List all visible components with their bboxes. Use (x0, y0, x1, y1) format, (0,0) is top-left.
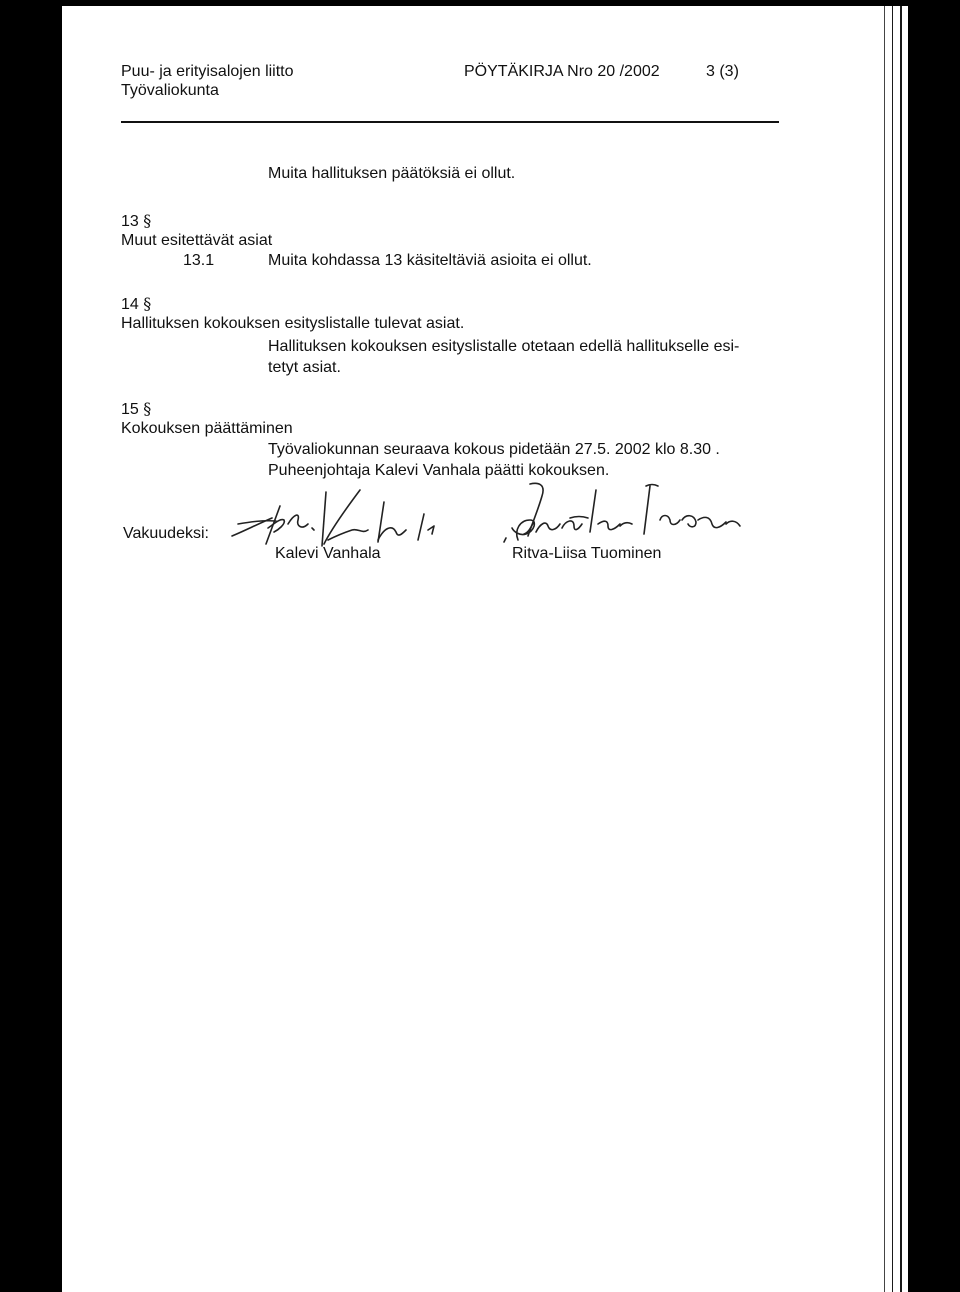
signature-ritva-liisa-tuominen (500, 480, 750, 544)
section-13-title: Muut esitettävät asiat (121, 232, 273, 249)
section-15-text-line1: Työvaliokunnan seuraava kokous pidetään 27.5. 2002 klo 8.30 . (268, 441, 720, 458)
section-15-number: 15 (121, 401, 139, 418)
section-15-heading (121, 399, 151, 419)
section-symbol-icon: § (143, 294, 152, 313)
header-divider (121, 121, 779, 123)
section-14-text-line2: tetyt asiat. (268, 359, 341, 376)
section-symbol-icon: § (143, 211, 152, 230)
scan-border-left (0, 0, 62, 1292)
signature-label: Vakuudeksi: (123, 525, 209, 542)
document-title: PÖYTÄKIRJA Nro 20 /2002 (464, 63, 660, 80)
section-14-number: 14 (121, 296, 139, 313)
section-13-heading (121, 211, 151, 231)
section-symbol-icon: § (143, 399, 152, 418)
section-13-number: 13 (121, 213, 139, 230)
document-page (62, 6, 908, 1292)
section-13-item-text: Muita kohdassa 13 käsiteltäviä asioita ei ollut. (268, 252, 592, 269)
page-number: 3 (3) (706, 63, 739, 80)
section-13-item-number: 13.1 (183, 252, 215, 269)
section-14-title: Hallituksen kokouksen esityslistalle tulevat asiat. (121, 315, 465, 332)
scan-border-right (908, 0, 960, 1292)
signer-1-name: Kalevi Vanhala (275, 545, 381, 562)
header-organization: Puu- ja erityisalojen liitto (121, 63, 294, 80)
signature-kalevi-vanhala (228, 484, 488, 548)
section-14-text-line1: Hallituksen kokouksen esityslistalle otetaan edellä hallitukselle esi- (268, 338, 740, 355)
intro-text: Muita hallituksen päätöksiä ei ollut. (268, 165, 516, 182)
signer-2-name: Ritva-Liisa Tuominen (512, 545, 662, 562)
section-15-title: Kokouksen päättäminen (121, 420, 293, 437)
page-edge-strips (830, 6, 908, 1292)
section-15-text-line2: Puheenjohtaja Kalevi Vanhala päätti kokouksen. (268, 462, 610, 479)
section-14-heading (121, 294, 151, 314)
header-committee: Työvaliokunta (121, 82, 219, 99)
